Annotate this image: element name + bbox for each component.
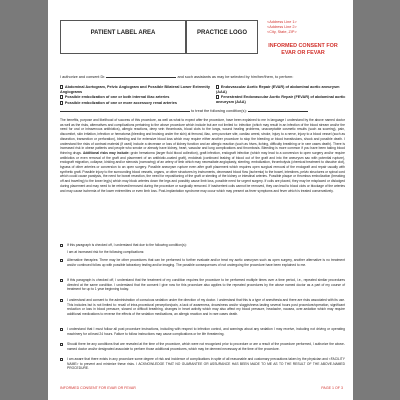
address-line-1: <Address Line 1> bbox=[267, 20, 297, 24]
procedure-checkbox[interactable] bbox=[216, 85, 219, 88]
consent-checkbox[interactable] bbox=[60, 259, 63, 262]
authorize-text: I authorize and consent Dr. bbox=[60, 75, 106, 79]
procedure-option: Possible embolization of one or both internal iliac arteries bbox=[60, 95, 210, 100]
consent-form-page bbox=[48, 0, 353, 400]
consent-item: If this paragraph is checked off, I understand that the treatment of my condition requires the procedure to be performed multiple times over a time period, i.e., repeated similar procedures directed at the same condition. I understand that the consent I give now for this procedure also applies to the repeated procedures by the above named doctor as a part of my course of treatment for up to 1 year beginning today. bbox=[60, 278, 345, 292]
practice-address bbox=[267, 20, 297, 35]
procedure-checkbox[interactable] bbox=[60, 95, 63, 98]
assistants-text: and such assistants as may be selected by him/her/them, to perform: bbox=[177, 75, 294, 79]
consent-checkbox[interactable] bbox=[60, 244, 63, 247]
procedure-checkbox[interactable] bbox=[216, 95, 219, 98]
procedure-option: Fenestrated Endovascular Aortic Repair (FEVAR) of abdominal aortic aneurysm (AAA) bbox=[216, 95, 346, 104]
consent-item: Alternative therapies: There may be other procedures that can be performed to further evaluate and/or treat my aortic aneurysm such as open surgery, another alternative is no treatment and/or continued follow up with possible laboratory testing and/or imaging. The possible consequences of not undergoing the procedure have been explained to me. bbox=[60, 258, 345, 267]
form-title bbox=[264, 43, 342, 57]
additional-risks-heading: Additional risks may include: bbox=[83, 150, 130, 155]
consent-checkbox[interactable] bbox=[60, 299, 63, 302]
procedure-checkbox[interactable] bbox=[60, 101, 63, 104]
consent-item: If this paragraph is checked off, I understand that due to the following condition(s): bbox=[60, 243, 345, 248]
practice-logo-area bbox=[186, 20, 258, 54]
condition-text: to treat the following condition(s): bbox=[191, 109, 247, 113]
doctor-name-field[interactable] bbox=[106, 74, 176, 78]
form-title-line-2: EVAR OR FEVAR bbox=[281, 50, 325, 56]
procedure-option: Endovascular Aortic Repair (EVAR) of abdominal aortic aneurysm (AAA) bbox=[216, 85, 340, 94]
page-number: PAGE 1 OF 3 bbox=[321, 386, 343, 390]
condition-field[interactable] bbox=[60, 108, 190, 112]
patient-label-text: PATIENT LABEL AREA bbox=[90, 30, 156, 36]
consent-checkbox[interactable] bbox=[60, 343, 63, 346]
condition-statement bbox=[60, 108, 345, 114]
patient-label-area bbox=[60, 20, 186, 54]
practice-logo-text: PRACTICE LOGO bbox=[196, 30, 247, 36]
consent-item: I am aware that there exists in any procedure some degree of risk and incidence of complications in spite of all reasonable and customary precautions taken by the physician and <FACILITY NAME> to prevent and minimize these risks. I ACKNOWLEDGE THAT NO GUARANTEE OR ASSURANCE HAS BEEN MADE TO ME AS TO THE RESULT OF THE ABOVE-NAMED PROCEDURE. bbox=[60, 357, 345, 371]
authorization-statement bbox=[60, 74, 345, 80]
consent-item: I understand and consent to the administration of conscious sedation under the direction of my doctor. I understand that this is a type of anesthesia and there are risks associated with its use. This includes but is not limited to: recall of intra-procedural perception/pain, a lack of awareness, drowsiness and/or sluggishness lasting several hours post procedure/operation, significant reduction or loss in blood pressure, slowed or difficult breathing, changes in heart activity which may also affect my blood pressure, headache, nausea, over-sedation which may require additional medications to reverse the effects of the sedation medications, an allergic reaction and in rare cases death. bbox=[60, 298, 345, 317]
risks-paragraph: The benefits, purpose and likelihood of success of this procedure, as well as what to expect after the procedure, have been explained to me in language I understand by the above named doctor as well as the risks, alternatives and complications pertaining to the above procedure which include but are not limited to: infection (which may result in an infection of the blood stream and/or the need for oral or intravenous antibiotics), allergic reactions, deep vein thrombosis, blood clots to the lungs, wound healing problems, unacceptable cosmetic results (such as scarring), pain, discomfort, skin irritation, infection or hematoma (bleeding and bruising under the skin) at femoral, iliac, arm puncture site, cardiac arrest, stroke, injury to a nerve, injury to a blood vessel (such as dissection, transection or perforation), bleeding and for extensive blood loss which may require either another procedure to stop the bleeding or blood transfusions, shock and possible death. I understand the risks of contrast material (if used) include a decrease or loss of kidney function and an allergic reaction (such as hives, itching, difficulty breathing or in rare cases death). There is increased risk in obese patients and people who smoke or already have kidney, heart, vascular and lung complications and thrombosis. Bleeding is more common if you have been taking blood thinning drugs. Additional risks may include: groin hematoma (larger fluid blood collection), graft infection, endograft infection (which may lead to a conversion to open surgery and/or require antibiotics or even removal of the graft and placement of an antibiotic-coated graft), endoleak (continued leaking of blood out of the graft and into the aneurysm sac with potential rupture), endograft migration, collapse, kinking and/or stenosis (narrowing) of an artery of limb which may necessitate angioplasty, stenting, embolization, thrombolysis (chemical treatment to dissolve clot), bypass of other arteries or conversion to an open surgery. Possible aneurysm rupture even after graft placement which requires open surgical removal of the endograft and repair usually with synthetic graft. Possible injury to the surrounding blood vessels, organs, or other structures by instruments, decreased blood flow (ischemia) to the bowel, intestines, pelvic structures or spinal cord which could cause paralysis, the need for bowel resection, the need for repositioning of the graft or stenting of the kidney or intestinal arteries. Possible plaque or thrombus embolization (breaking off and traveling) to the lower leg(s) which may block arteries down the legs and possibly cause limb loss, possible need for urgent surgery. If coils are placed, they may be misplaced or dislodged during placement and may need to be retrieved/removed during the procedure or surgically removed. If inadvertent coils cannot be removed, they can lead to blood clots or blockage of the arteries and may cause ischemia of the lower extremities or even limb loss. Post-implantation syndrome may occur which may present as fever symptoms and fever which is treated conservatively. bbox=[60, 118, 345, 193]
procedure-option: Abdominal Aortogram, Pelvic Angiogram and Possible Bilateral Lower Extremity Angiograms bbox=[60, 85, 210, 94]
footer-title: INFORMED CONSENT FOR EVAR OR FEVAR bbox=[60, 386, 136, 390]
procedure-option: Possible embolization of one or more accessory renal arteries bbox=[60, 101, 210, 106]
procedure-checkbox[interactable] bbox=[60, 85, 63, 88]
consent-item: Should there be any conditions that are revealed at the time of the procedure, which were not recognized prior to procedure or are a result of the procedure performed, I authorize the above-named doctor and/or designated associate to perform those additional procedures, which may be deemed necessary at the time of the procedure. bbox=[60, 342, 345, 351]
consent-item: I understand that I must follow all post procedure instructions, including with respect to infection control, and warnings about any sedation I may receive, including not driving or operating machinery for at least 24 hours. Failure to follow instructions may cause complications or be life threatening. bbox=[60, 327, 345, 336]
address-line-2: <Address Line 2> bbox=[267, 25, 297, 29]
form-title-line-1: INFORMED CONSENT FOR bbox=[268, 43, 338, 49]
consent-item: I am at increased risk for the following complications: bbox=[67, 250, 145, 254]
condition-field-2[interactable] bbox=[248, 108, 308, 112]
consent-checkbox[interactable] bbox=[60, 328, 63, 331]
address-city-state-zip: <City, State, ZIP> bbox=[267, 30, 297, 34]
consent-checkbox[interactable] bbox=[60, 358, 63, 361]
consent-checkbox[interactable] bbox=[60, 279, 63, 282]
